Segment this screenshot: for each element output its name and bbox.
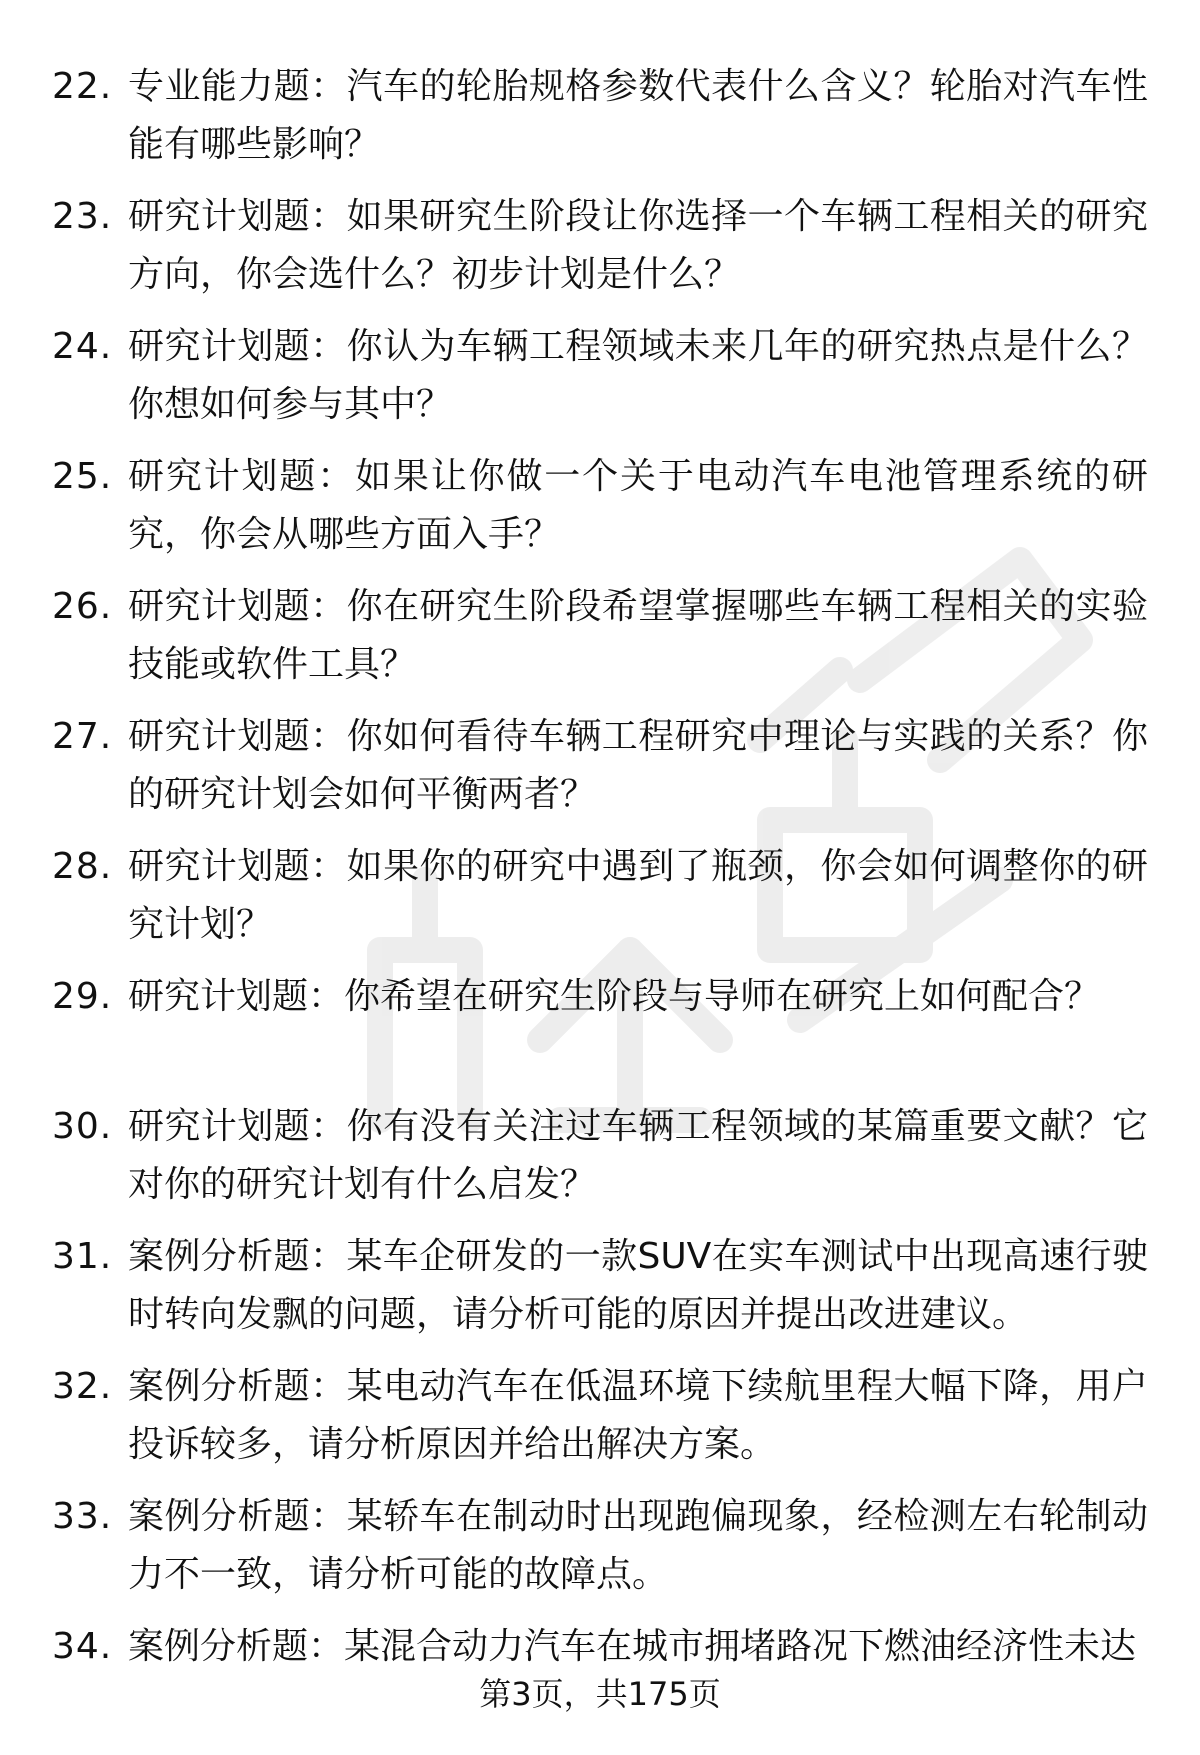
question-number: 29. xyxy=(52,976,113,1017)
question-text: 专业能力题：汽车的轮胎规格参数代表什么含义？轮胎对汽车性能有哪些影响？ xyxy=(128,66,1148,165)
question-item xyxy=(0,448,1200,578)
question-number: 28. xyxy=(52,846,113,887)
question-text: 研究计划题：你在研究生阶段希望掌握哪些车辆工程相关的实验技能或软件工具？ xyxy=(128,586,1148,685)
question-item xyxy=(0,1098,1200,1228)
question-text: 案例分析题：某轿车在制动时出现跑偏现象，经检测左右轮制动力不一致，请分析可能的故障点。 xyxy=(128,1496,1148,1595)
question-number: 33. xyxy=(52,1496,113,1537)
question-number: 27. xyxy=(52,716,113,757)
question-text: 案例分析题：某车企研发的一款SUV在实车测试中出现高速行驶时转向发飘的问题，请分析可能的原因并提出改进建议。 xyxy=(128,1236,1148,1335)
question-item xyxy=(0,1228,1200,1358)
question-text: 研究计划题：你认为车辆工程领域未来几年的研究热点是什么？你想如何参与其中？ xyxy=(128,326,1148,425)
question-number: 34. xyxy=(52,1626,113,1667)
question-item xyxy=(0,838,1200,968)
question-text: 研究计划题：你如何看待车辆工程研究中理论与实践的关系？你的研究计划会如何平衡两者？ xyxy=(128,716,1148,815)
question-text: 研究计划题：如果你的研究中遇到了瓶颈，你会如何调整你的研究计划？ xyxy=(128,846,1148,945)
question-text: 研究计划题：你有没有关注过车辆工程领域的某篇重要文献？它对你的研究计划有什么启发？ xyxy=(128,1106,1148,1205)
question-number: 26. xyxy=(52,586,113,627)
question-number: 30. xyxy=(52,1106,113,1147)
question-item xyxy=(0,1488,1200,1618)
question-number: 31. xyxy=(52,1236,113,1277)
page-footer xyxy=(0,1672,1200,1716)
question-list xyxy=(0,58,1200,1748)
question-text: 研究计划题：如果让你做一个关于电动汽车电池管理系统的研究，你会从哪些方面入手？ xyxy=(128,456,1148,555)
question-text: 研究计划题：你希望在研究生阶段与导师在研究上如何配合？ xyxy=(128,976,1101,1017)
question-number: 32. xyxy=(52,1366,113,1407)
question-item xyxy=(0,1358,1200,1488)
question-item xyxy=(0,708,1200,838)
question-number: 22. xyxy=(52,66,113,107)
page-indicator: 第3页，共175页 xyxy=(479,1675,721,1713)
question-number: 24. xyxy=(52,326,113,367)
question-text: 案例分析题：某混合动力汽车在城市拥堵路况下燃油经济性未达 xyxy=(128,1626,1137,1667)
question-number: 23. xyxy=(52,196,113,237)
question-text: 案例分析题：某电动汽车在低温环境下续航里程大幅下降，用户投诉较多，请分析原因并给出解决方案。 xyxy=(128,1366,1148,1465)
question-item xyxy=(0,968,1200,1098)
question-text: 研究计划题：如果研究生阶段让你选择一个车辆工程相关的研究方向，你会选什么？初步计划是什么？ xyxy=(128,196,1148,295)
question-item xyxy=(0,578,1200,708)
question-item xyxy=(0,58,1200,188)
question-item xyxy=(0,318,1200,448)
question-number: 25. xyxy=(52,456,113,497)
question-item xyxy=(0,188,1200,318)
